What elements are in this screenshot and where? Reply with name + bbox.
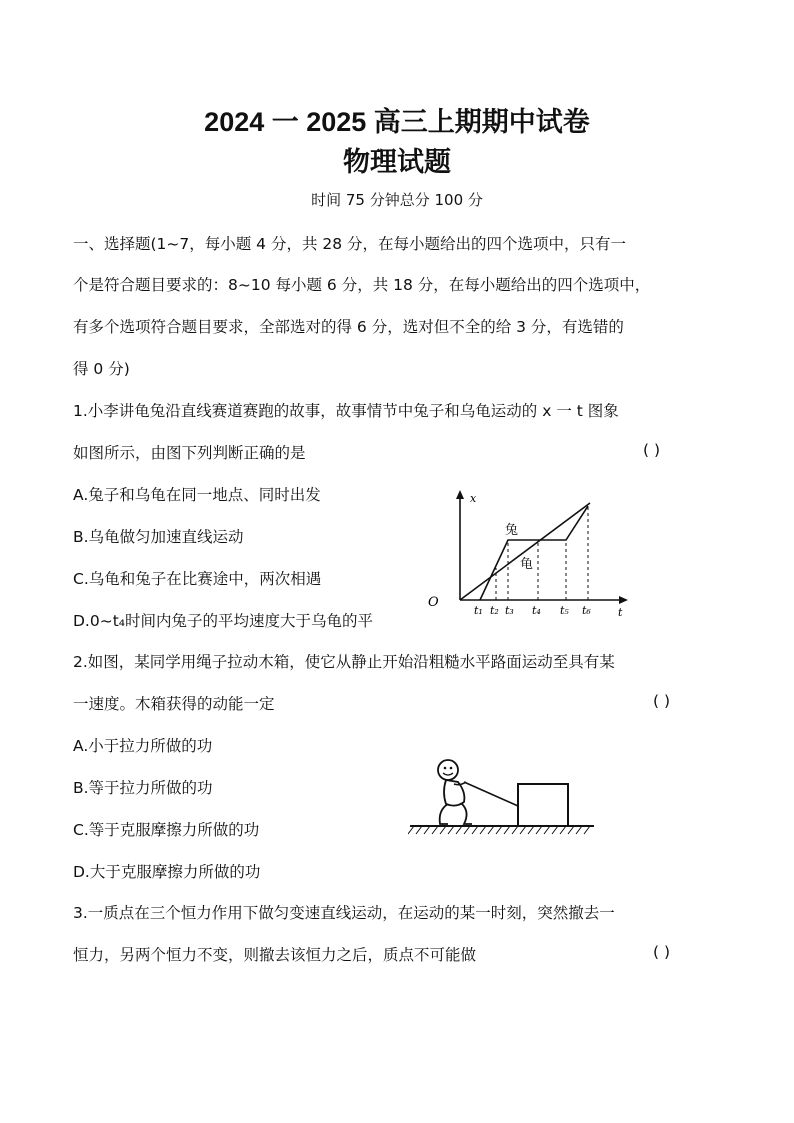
q2-stem-line-1: 2.如图，某同学用绳子拉动木箱，使它从静止开始沿粗糙水平路面运动至具有某	[73, 653, 615, 671]
y-axis-label: x	[470, 492, 477, 505]
q1-stem-line-1: 1.小李讲龟兔沿直线赛道赛跑的故事，故事情节中兔子和乌龟运动的 x 一 t 图象	[73, 402, 619, 420]
q1-xt-graph	[428, 488, 638, 628]
subject-title: 物理试题	[343, 147, 451, 177]
q1-option-a: A.兔子和乌龟在同一地点、同时出发	[73, 486, 321, 504]
instructions-line-3: 有多个选项符合题目要求，全部选对的得 6 分，选对但不全的给 3 分，有选错的	[73, 318, 624, 336]
q3-stem-line-2: 恒力，另两个恒力不变，则撤去该恒力之后，质点不可能做	[73, 946, 477, 964]
q2-option-c: C.等于克服摩擦力所做的功	[73, 821, 260, 839]
q2-option-b: B.等于拉力所做的功	[73, 779, 213, 797]
q2-option-d: D.大于克服摩擦力所做的功	[73, 863, 261, 881]
tick-t5: t₅	[560, 604, 569, 617]
q3-stem-line-1: 3.一质点在三个恒力作用下做匀变速直线运动，在运动的某一时刻，突然撤去一	[73, 904, 615, 922]
turtle-label: 龟	[520, 557, 534, 572]
origin-label: O	[428, 595, 439, 610]
q1-option-c: C.乌龟和兔子在比赛途中，两次相遇	[73, 570, 322, 588]
q1-stem-line-2: 如图所示，由图下列判断正确的是	[73, 444, 306, 462]
q3-answer-blank: ( )	[653, 943, 671, 961]
tick-t4: t₄	[532, 604, 541, 617]
tick-t2: t₂	[490, 604, 499, 617]
instructions-line-2: 个是符合题目要求的：8~10 每小题 6 分，共 18 分，在每小题给出的四个选项中，	[73, 276, 651, 294]
time-info: 时间 75 分钟总分 100 分	[311, 191, 483, 209]
exam-title: 2024 一 2025 高三上期期中试卷	[204, 107, 590, 137]
q1-option-b: B.乌龟做匀加速直线运动	[73, 528, 244, 546]
q2-answer-blank: ( )	[653, 692, 671, 710]
q2-pulling-box-figure	[408, 752, 598, 842]
tick-t3: t₃	[505, 604, 514, 617]
tick-t1: t₁	[474, 604, 483, 617]
q1-option-d: D.0~t₄时间内兔子的平均速度大于乌龟的平	[73, 612, 374, 630]
tick-t6: t₆	[582, 604, 591, 617]
x-axis-label: t	[618, 606, 623, 619]
q1-answer-blank: ( )	[643, 441, 661, 459]
turtle-line	[460, 503, 590, 600]
rabbit-label: 兔	[505, 523, 519, 538]
q2-stem-line-2: 一速度。木箱获得的动能一定	[73, 695, 275, 713]
instructions-line-4: 得 0 分)	[73, 360, 130, 378]
q2-option-a: A.小于拉力所做的功	[73, 737, 213, 755]
instructions-line-1: 一、选择题(1~7，每小题 4 分，共 28 分，在每小题给出的四个选项中，只有一	[73, 235, 627, 253]
